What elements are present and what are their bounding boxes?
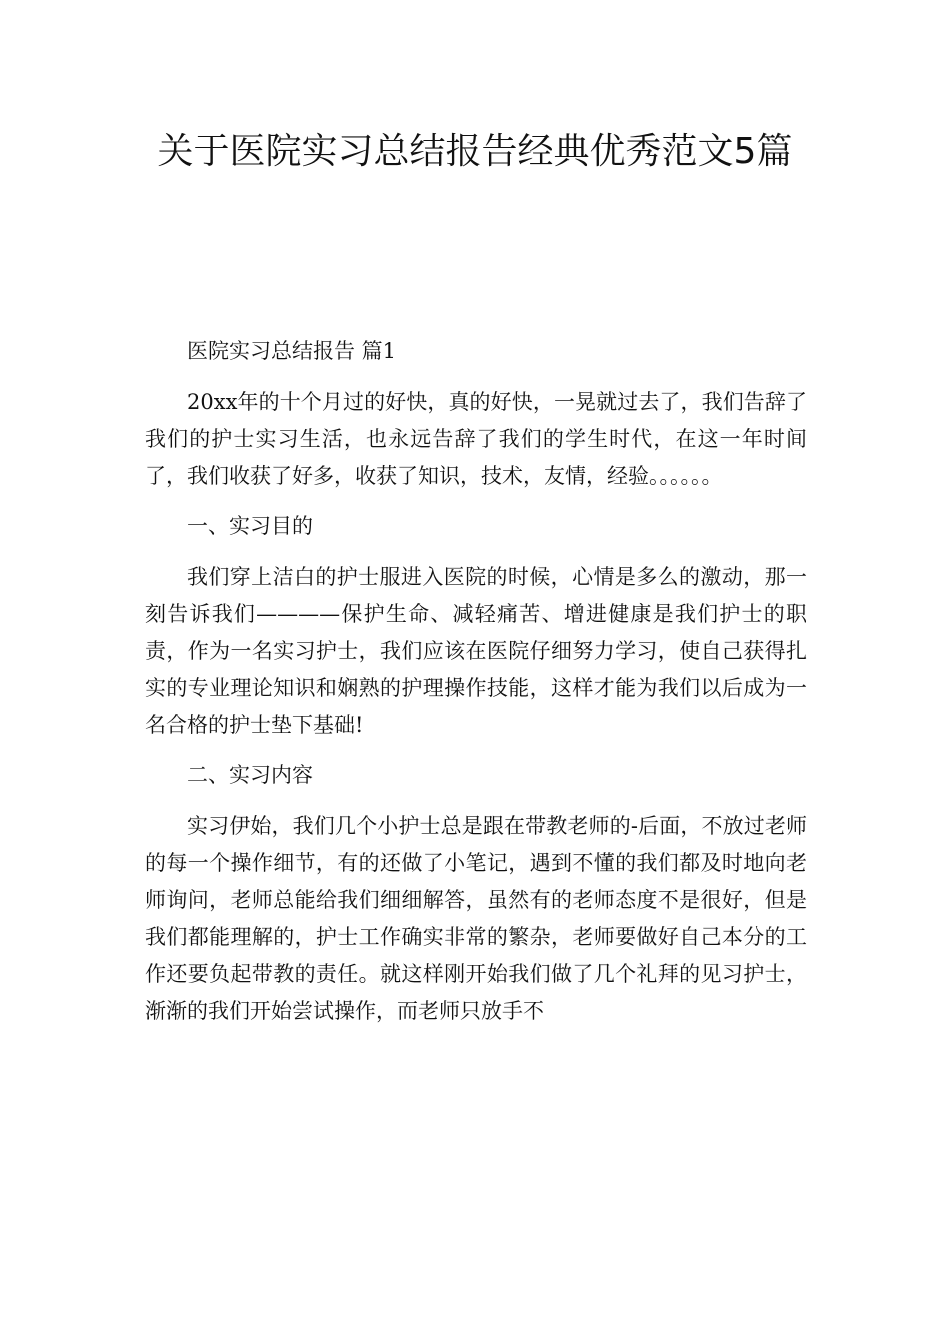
subheading-purpose: 一、实习目的 <box>187 514 313 539</box>
document-title: 关于医院实习总结报告经典优秀范文5篇 <box>157 131 793 172</box>
section-heading: 医院实习总结报告 篇1 <box>187 339 397 363</box>
paragraph-purpose: 我们穿上洁白的护士服进入医院的时候，心情是多么的激动，那一刻告诉我们————保护生命、减轻痛苦、增进健康是我们护士的职责，作为一名实习护士，我们应该在医院仔细努力学习，使自己获得扎实的专业理论知识和娴熟的护理操作技能，这样才能为我们以后成为一名合格的护士垫下基础! <box>145 564 807 737</box>
subheading-content: 二、实习内容 <box>187 763 313 788</box>
paragraph-intro: 20xx年的十个月过的好快，真的好快，一晃就过去了，我们告辞了我们的护士实习生活，也永远告辞了我们的学生时代，在这一年时间了，我们收获了好多，收获了知识，技术，友情，经验。。。。。。 <box>145 389 807 488</box>
document-body <box>145 333 807 1044</box>
paragraph-content: 实习伊始，我们几个小护士总是跟在带教老师的-后面，不放过老师的每一个操作细节，有的还做了小笔记，遇到不懂的我们都及时地向老师询问，老师总能给我们细细解答，虽然有的老师态度不是很好，但是我们都能理解的，护士工作确实非常的繁杂，老师要做好自己本分的工作还要负起带教的责任。就这样刚开始我们做了几个礼拜的见习护士，渐渐的我们开始尝试操作，而老师只放手不 <box>145 813 807 1023</box>
